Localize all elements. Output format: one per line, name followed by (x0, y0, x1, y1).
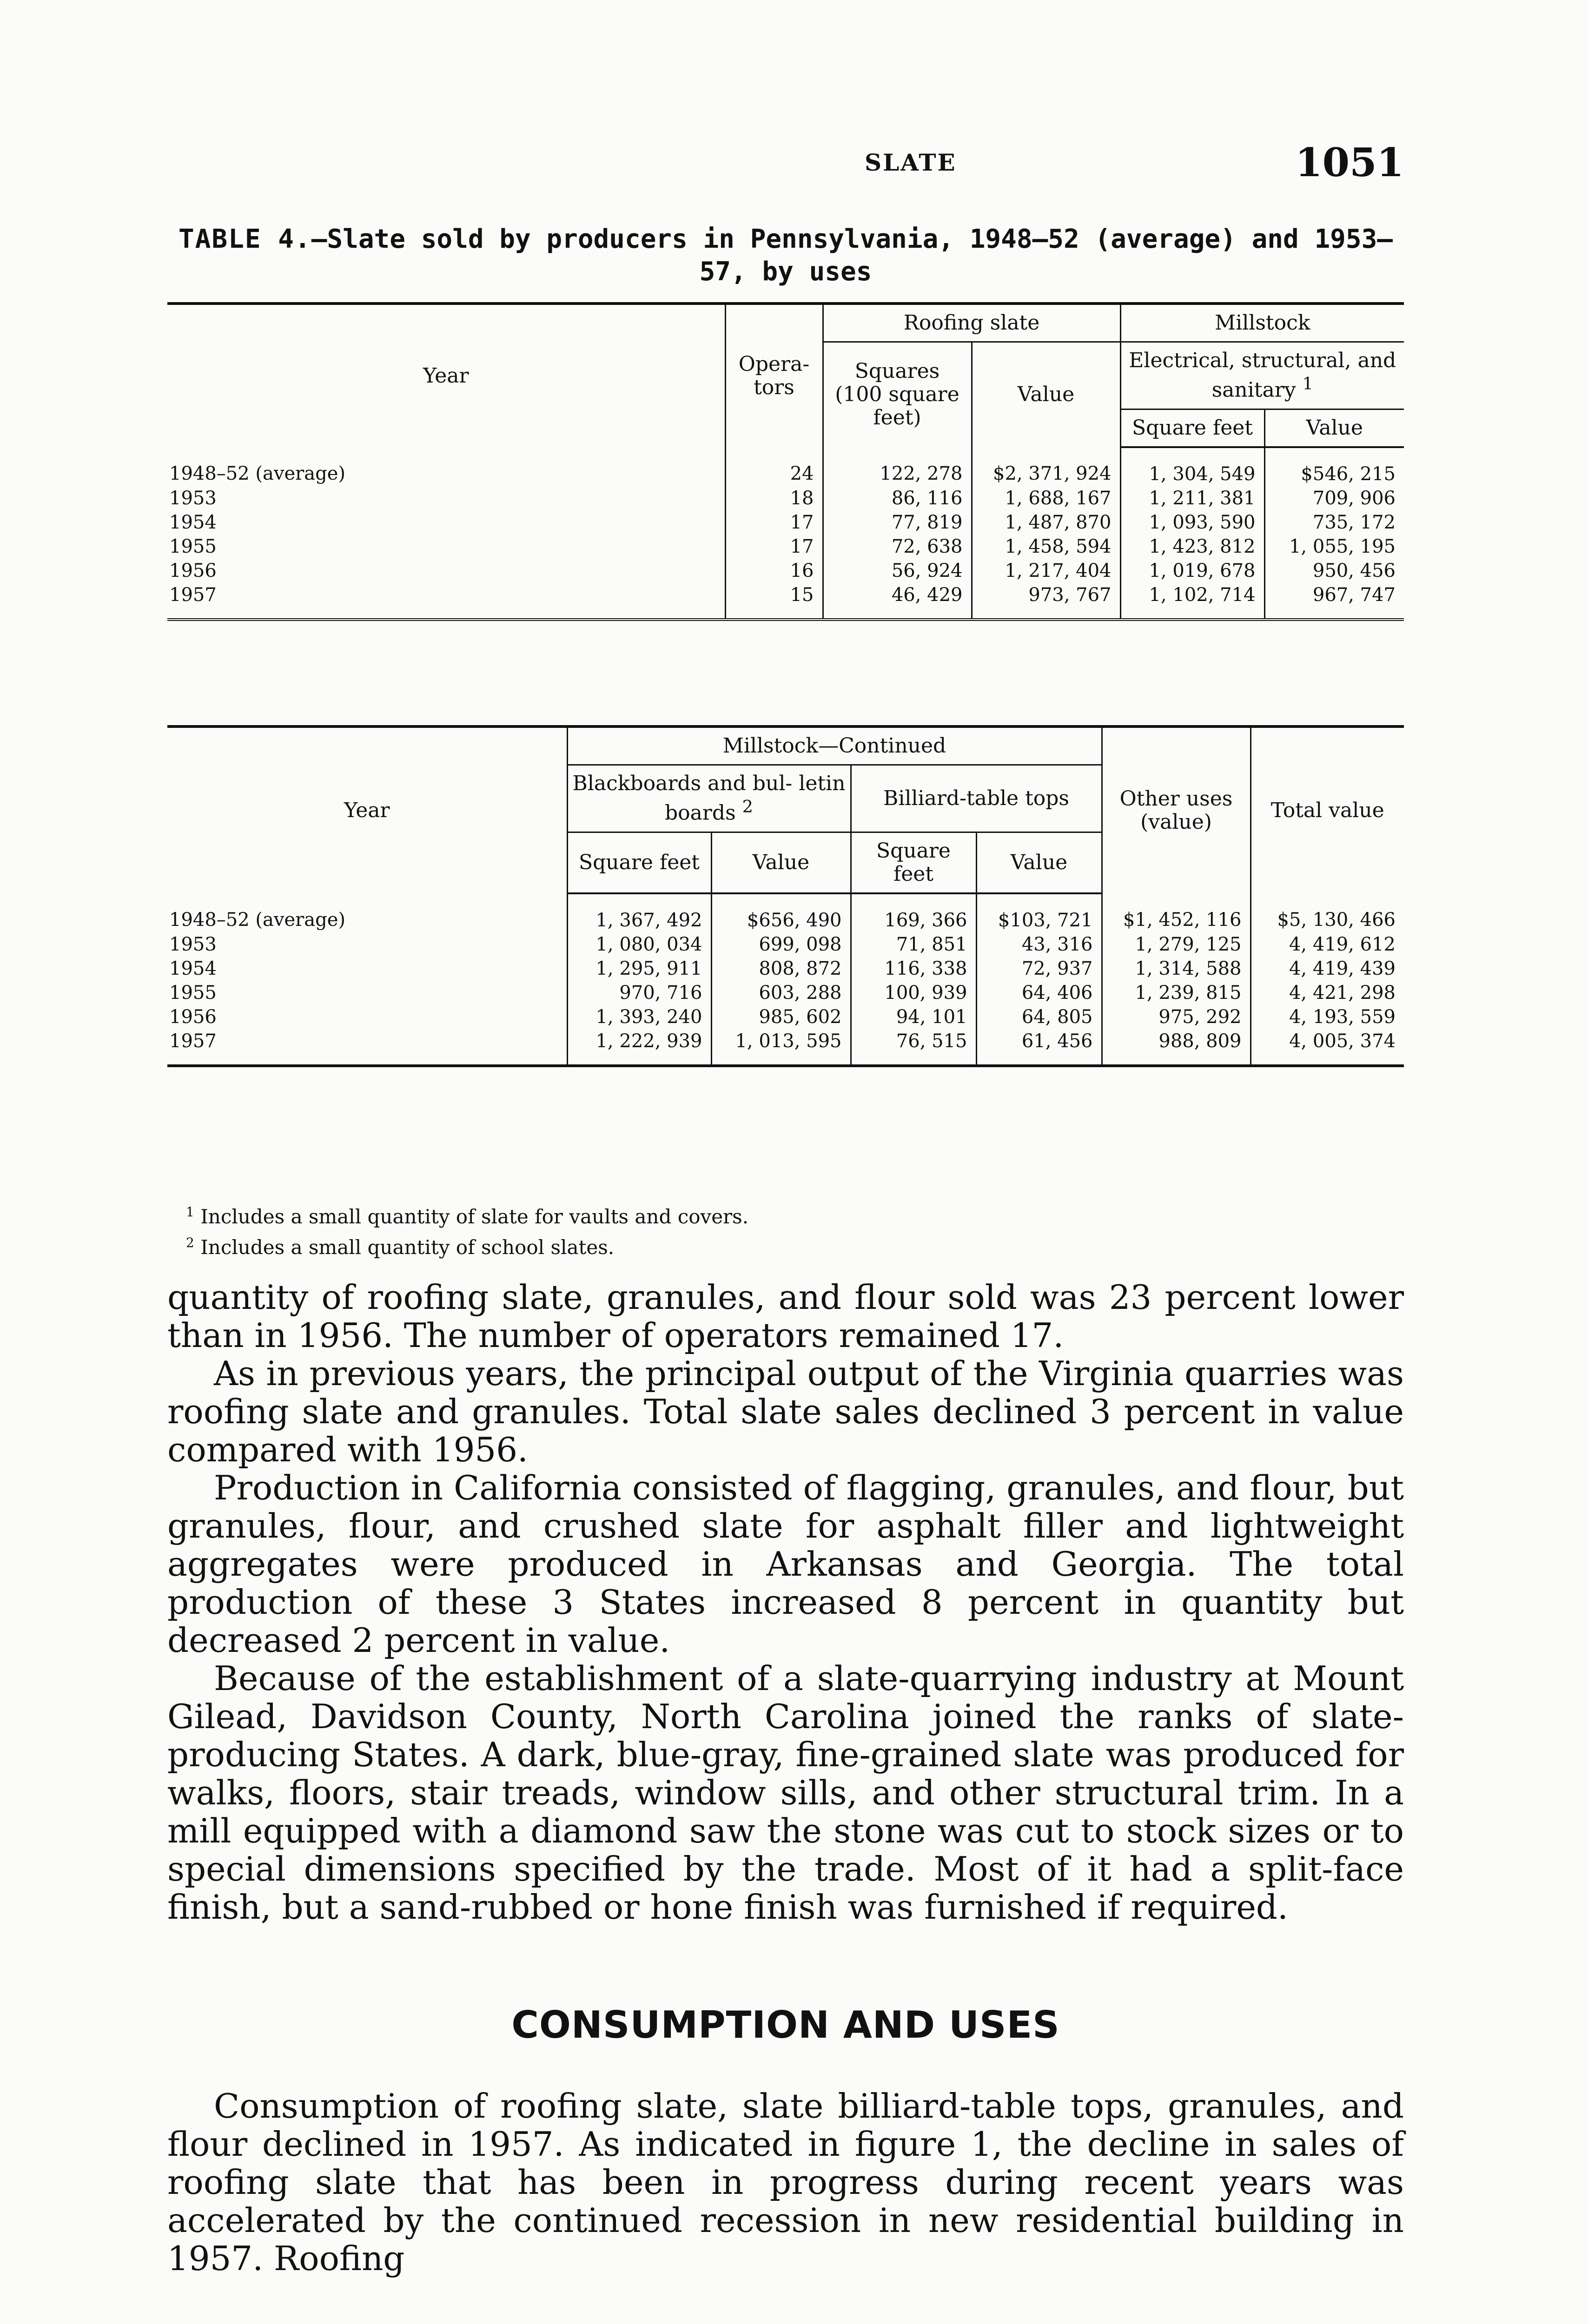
cell-operators: 16 (725, 559, 823, 583)
cell-other: 1, 314, 588 (1102, 957, 1251, 981)
cell-bb-sq-ft: 1, 080, 034 (567, 932, 711, 957)
table-row (167, 447, 1404, 486)
cell-elec-value: 735, 172 (1264, 510, 1404, 535)
cell-bb-value: 808, 872 (711, 957, 851, 981)
cell-sq-ft: 1, 102, 714 (1120, 583, 1264, 620)
cell-total: 4, 193, 559 (1251, 1005, 1404, 1029)
cell-bb-sq-ft: 1, 367, 492 (567, 893, 711, 932)
cell-value: 973, 767 (972, 583, 1120, 620)
cell-bt-value: 64, 406 (976, 981, 1102, 1005)
body-text-lower (167, 2087, 1404, 2278)
paragraph-virginia: As in previous years, the principal output of the Virginia quarries was roofing slate and granules. Total slate sales declined 3 percent in value compared with 1956. (167, 1354, 1404, 1469)
col-header-electrical-value: Value (1264, 409, 1404, 447)
cell-elec-value: 1, 055, 195 (1264, 535, 1404, 559)
cell-sq-ft: 1, 093, 590 (1120, 510, 1264, 535)
cell-sq-ft: 1, 211, 381 (1120, 486, 1264, 510)
cell-year: 1955 (169, 982, 217, 1004)
cell-year: 1948–52 (average) (169, 909, 345, 931)
paragraph-continued: quantity of roofing slate, granules, and flour sold was 23 percent lower than in 1956. The number of operators remained 17. (167, 1278, 1404, 1355)
cell-bt-value: 43, 316 (976, 932, 1102, 957)
cell-other: 1, 239, 815 (1102, 981, 1251, 1005)
table-row (167, 535, 1404, 559)
cell-squares: 72, 638 (823, 535, 972, 559)
cell-squares: 86, 116 (823, 486, 972, 510)
footnote-ref-1: 1 (1302, 374, 1313, 394)
cell-sq-ft: 1, 423, 812 (1120, 535, 1264, 559)
footnote-mark: 1 (186, 1204, 194, 1220)
cell-squares: 122, 278 (823, 447, 972, 486)
col-header-bb-value: Value (711, 832, 851, 893)
cell-other: 988, 809 (1102, 1029, 1251, 1066)
section-heading: CONSUMPTION AND USES (511, 2003, 1060, 2047)
cell-elec-value: $546, 215 (1264, 447, 1404, 486)
electrical-label: Electrical, structural, and sanitary (1129, 349, 1396, 402)
cell-bt-value: 61, 456 (976, 1029, 1102, 1066)
col-header-squares: Squares (100 square feet) (823, 342, 972, 447)
table-row (167, 510, 1404, 535)
table-row (167, 1005, 1404, 1029)
cell-bt-sq-ft: 116, 338 (851, 957, 976, 981)
cell-other: 1, 279, 125 (1102, 932, 1251, 957)
cell-operators: 17 (725, 510, 823, 535)
cell-other: 975, 292 (1102, 1005, 1251, 1029)
table-row (167, 1029, 1404, 1066)
cell-year: 1954 (169, 511, 217, 533)
col-header-bb-sq-ft: Square feet (567, 832, 711, 893)
cell-year: 1957 (167, 1029, 567, 1066)
table-title-text: —Slate sold by producers in Pennsylvania, 1948–52 (average) and 1953–57, by uses (311, 224, 1393, 287)
footnotes (186, 1199, 1395, 1261)
cell-value: 1, 458, 594 (972, 535, 1120, 559)
page-header (167, 139, 1404, 191)
cell-other: $1, 452, 116 (1102, 893, 1251, 932)
table-row (167, 981, 1404, 1005)
cell-year: 1956 (169, 1006, 217, 1028)
col-header-bt-sq-ft: Square feet (851, 832, 976, 893)
col-header-blackboards (567, 765, 851, 832)
cell-elec-value: 967, 747 (1264, 583, 1404, 620)
blackboards-label: Blackboards and bul- letin boards (572, 772, 846, 825)
table-row (167, 893, 1404, 932)
table-row (167, 486, 1404, 510)
footnote-2 (186, 1230, 1395, 1261)
page-number: 1051 (1295, 139, 1404, 185)
footnote-text: Includes a small quantity of school slates. (200, 1236, 615, 1259)
cell-bt-value: 72, 937 (976, 957, 1102, 981)
cell-squares: 77, 819 (823, 510, 972, 535)
cell-year: 1948–52 (average) (169, 462, 345, 484)
cell-total: 4, 421, 298 (1251, 981, 1404, 1005)
table-roofing-body (167, 447, 1404, 620)
table-millstock-body (167, 893, 1404, 1066)
col-header-roofing-value: Value (972, 342, 1120, 447)
cell-bb-sq-ft: 1, 295, 911 (567, 957, 711, 981)
paragraph-california: Production in California consisted of flagging, granules, and flour, but granules, flour, and crushed slate for asphalt filler and lightweight aggregates were produced in Arkansas and Georgia. The total production of these 3 States increased 8 percent in quantity but decreased 2 percent in value. (167, 1468, 1404, 1660)
cell-value: 1, 217, 404 (972, 559, 1120, 583)
col-header-roofing-slate: Roofing slate (823, 304, 1120, 342)
cell-bb-sq-ft: 1, 222, 939 (567, 1029, 711, 1066)
cell-bt-value: $103, 721 (976, 893, 1102, 932)
table-row (167, 559, 1404, 583)
paragraph-north-carolina: Because of the establishment of a slate-quarrying industry at Mount Gilead, Davidson County, North Carolina joined the ranks of slate-producing States. A dark, blue-gray, fine-grained slate was produced for walks, floors, stair treads, window sills, and other structural trim. In a mill equipped with a diamond saw the stone was cut to stock sizes or to special dimensions specified by the trade. Most of it had a split-face finish, but a sand-rubbed or hone finish was furnished if required. (167, 1659, 1404, 1927)
col-header-billiard: Billiard-table tops (851, 765, 1102, 832)
cell-operators: 15 (725, 583, 823, 620)
cell-total: 4, 419, 439 (1251, 957, 1404, 981)
footnote-mark: 2 (186, 1235, 194, 1250)
col-header-year: Year (167, 304, 725, 447)
cell-bt-sq-ft: 71, 851 (851, 932, 976, 957)
col-header-other-uses: Other uses (value) (1102, 726, 1251, 893)
cell-bt-sq-ft: 94, 101 (851, 1005, 976, 1029)
footnote-text: Includes a small quantity of slate for vaults and covers. (200, 1205, 749, 1228)
cell-bb-value: $656, 490 (711, 893, 851, 932)
cell-total: 4, 419, 612 (1251, 932, 1404, 957)
cell-year: 1954 (169, 957, 217, 979)
cell-year: 1956 (169, 560, 217, 581)
cell-bt-value: 64, 805 (976, 1005, 1102, 1029)
cell-bb-sq-ft: 970, 716 (567, 981, 711, 1005)
cell-total: 4, 005, 374 (1251, 1029, 1404, 1066)
table-title (167, 223, 1404, 288)
footnote-ref-2: 2 (742, 797, 753, 817)
cell-bb-sq-ft: 1, 393, 240 (567, 1005, 711, 1029)
table-roofing-electrical (167, 302, 1404, 621)
cell-year: 1957 (167, 583, 725, 620)
cell-squares: 46, 429 (823, 583, 972, 620)
col-header-bt-value: Value (976, 832, 1102, 893)
cell-value: 1, 487, 870 (972, 510, 1120, 535)
cell-operators: 24 (725, 447, 823, 486)
cell-year: 1953 (169, 933, 217, 955)
cell-operators: 17 (725, 535, 823, 559)
col-header-millstock: Millstock (1120, 304, 1404, 342)
col-header-electrical (1120, 342, 1404, 409)
col-header-millstock-continued: Millstock—Continued (567, 726, 1102, 765)
cell-value: 1, 688, 167 (972, 486, 1120, 510)
col-header-year-b: Year (167, 726, 567, 893)
body-text-upper (167, 1278, 1404, 1926)
table-row (167, 932, 1404, 957)
col-header-operators: Opera- tors (725, 304, 823, 447)
table-row (167, 957, 1404, 981)
cell-sq-ft: 1, 019, 678 (1120, 559, 1264, 583)
cell-year: 1953 (169, 487, 217, 509)
cell-elec-value: 709, 906 (1264, 486, 1404, 510)
cell-total: $5, 130, 466 (1251, 893, 1404, 932)
cell-bb-value: 1, 013, 595 (711, 1029, 851, 1066)
cell-bt-sq-ft: 76, 515 (851, 1029, 976, 1066)
cell-operators: 18 (725, 486, 823, 510)
cell-bb-value: 699, 098 (711, 932, 851, 957)
paragraph-consumption: Consumption of roofing slate, slate billiard-table tops, granules, and flour declined in 1957. As indicated in figure 1, the decline in sales of roofing slate that has been in progress during recent years was accelerated by the continued recession in new residential building in 1957. Roofing (167, 2086, 1404, 2278)
table-row (167, 583, 1404, 620)
cell-bb-value: 985, 602 (711, 1005, 851, 1029)
table-title-label: TABLE 4. (178, 224, 311, 254)
cell-bt-sq-ft: 169, 366 (851, 893, 976, 932)
col-header-total-value: Total value (1251, 726, 1404, 893)
cell-squares: 56, 924 (823, 559, 972, 583)
cell-bt-sq-ft: 100, 939 (851, 981, 976, 1005)
cell-bb-value: 603, 288 (711, 981, 851, 1005)
table-millstock-continued (167, 725, 1404, 1067)
footnote-1 (186, 1199, 1395, 1230)
cell-elec-value: 950, 456 (1264, 559, 1404, 583)
cell-year: 1955 (169, 535, 217, 557)
cell-sq-ft: 1, 304, 549 (1120, 447, 1264, 486)
cell-value: $2, 371, 924 (972, 447, 1120, 486)
col-header-electrical-sq-ft: Square feet (1120, 409, 1264, 447)
running-head: SLATE (865, 149, 957, 176)
